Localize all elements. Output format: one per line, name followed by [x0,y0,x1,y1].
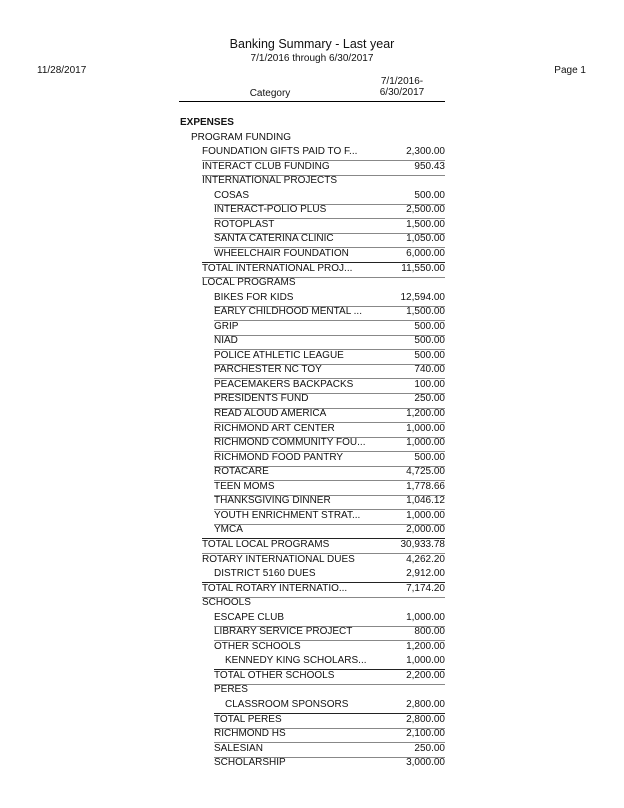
row-label: EARLY CHILDHOOD MENTAL ... [214,306,362,318]
period-header-line2: 6/30/2017 [379,87,425,98]
row-label: PROGRAM FUNDING [191,131,291,143]
row-label: LIBRARY SERVICE PROJECT [214,626,353,638]
row-amount: 2,800.00 [406,699,445,710]
row-separator [214,233,445,234]
row-label: NIAD [214,335,238,347]
total-row [202,582,445,597]
row-amount: 1,000.00 [406,611,445,623]
row-separator [214,335,445,336]
row-amount: 500.00 [414,349,445,361]
row-separator [202,597,445,598]
row-label: ROTOPLAST [214,218,275,230]
report-row [214,640,445,655]
row-amount: 1,500.00 [406,306,445,318]
row-label: PEACEMAKERS BACKPACKS [214,378,354,390]
row-amount: 1,500.00 [406,218,445,230]
row-amount: 500.00 [414,451,445,463]
row-amount: 1,000.00 [406,422,445,434]
row-amount: 2,300.00 [406,146,445,158]
row-separator [214,364,445,365]
row-label: TOTAL LOCAL PROGRAMS [202,538,330,550]
row-separator [214,247,445,248]
category-column-header: Category [249,88,291,99]
period-header-line1: 7/1/2016- [380,76,424,87]
report-row [214,756,445,771]
row-amount: 500.00 [414,335,445,347]
row-separator [214,495,445,496]
row-label: PARCHESTER NC TOY [214,364,322,376]
row-label: YOUTH ENRICHMENT STRAT... [214,509,361,521]
row-amount: 100.00 [414,378,445,390]
row-separator [214,480,445,481]
row-amount: 11,550.00 [401,262,445,274]
row-separator [214,306,445,307]
report-row [214,509,445,524]
row-separator [202,175,445,176]
report-row [214,232,445,247]
report-row [214,422,445,437]
row-separator [214,349,445,350]
report-row [214,465,445,480]
row-separator [214,640,445,641]
row-amount: 250.00 [414,393,445,405]
row-label: LOCAL PROGRAMS [202,277,296,289]
row-amount: 2,100.00 [406,728,445,740]
row-label: INTERACT CLUB FUNDING [202,160,330,172]
report-row [214,742,445,757]
report-row [214,378,445,393]
report-row [214,494,445,509]
report-row [214,727,445,742]
report-row [214,523,445,538]
report-row [202,174,445,189]
row-label: SCHOLARSHIP [214,757,286,769]
row-amount: 3,000.00 [406,757,445,769]
row-label: ROTARY INTERNATIONAL DUES [202,553,355,565]
row-separator [202,277,445,278]
report-row [191,131,445,146]
row-amount: 12,594.00 [400,291,445,303]
total-rule [214,713,445,714]
row-amount: 2,500.00 [406,204,445,216]
total-row [202,538,445,553]
row-label: PRESIDENTS FUND [214,393,309,405]
row-separator [214,524,445,525]
report-row [214,334,445,349]
report-row [214,203,445,218]
report-row [202,145,445,160]
row-label: RICHMOND HS [214,728,286,740]
row-amount: 1,046.12 [406,495,445,507]
report-row [214,291,445,306]
row-separator [214,509,445,510]
report-row [214,436,445,451]
row-amount: 1,200.00 [406,640,445,652]
row-amount: 2,800.00 [406,713,445,725]
row-amount: 740.00 [414,364,445,376]
report-row [180,116,445,131]
row-label: RICHMOND COMMUNITY FOU... [214,437,366,449]
header-rule [179,101,445,102]
report-row [214,611,445,626]
row-amount: 7,174.20 [406,582,445,594]
row-separator [214,408,445,409]
row-amount: 1,050.00 [406,233,445,245]
report-row [214,480,445,495]
row-amount: 6,000.00 [406,247,445,259]
report-row [214,683,445,698]
report-row [202,276,445,291]
row-amount: 500.00 [414,189,445,201]
page-number: Page 1 [554,65,586,76]
report-row [214,320,445,335]
report-row [214,218,445,233]
total-rule [202,262,445,263]
report-row [214,625,445,640]
report-row [202,596,445,611]
row-label: EXPENSES [180,117,234,128]
period-column-header [360,76,444,98]
report-title: Banking Summary - Last year [229,37,395,51]
report-row [214,349,445,364]
total-rule [214,669,445,670]
report-row [225,698,445,713]
row-label: INTERNATIONAL PROJECTS [202,175,338,187]
report-row [214,305,445,320]
row-amount: 1,000.00 [406,437,445,449]
row-amount: 950.43 [414,160,445,172]
row-separator [214,466,445,467]
row-label: RICHMOND ART CENTER [214,422,335,434]
row-label: RICHMOND FOOD PANTRY [214,451,344,463]
row-separator [214,422,445,423]
row-amount: 30,933.78 [400,538,445,550]
row-label: ESCAPE CLUB [214,611,285,623]
row-amount: 500.00 [414,320,445,332]
row-separator [214,451,445,452]
row-label: THANKSGIVING DINNER [214,495,331,507]
row-label: KENNEDY KING SCHOLARS... [225,655,367,667]
report-row [202,160,445,175]
row-separator [214,742,445,743]
row-separator [202,160,445,161]
row-label: PERES [214,684,248,696]
row-label: TOTAL ROTARY INTERNATIO... [202,582,348,594]
row-amount: 4,262.20 [406,553,445,565]
row-amount: 2,200.00 [406,669,445,681]
row-label: SALESIAN [214,742,263,754]
report-row [214,189,445,204]
row-amount: 2,912.00 [406,568,445,580]
total-row [214,713,445,728]
row-label: CLASSROOM SPONSORS [225,699,349,710]
row-label: SANTA CATERINA CLINIC [214,233,334,245]
row-separator [214,728,445,729]
row-label: TOTAL PERES [214,713,282,725]
row-label: POLICE ATHLETIC LEAGUE [214,349,344,361]
row-amount: 1,000.00 [406,655,445,667]
row-separator [214,626,445,627]
report-row [214,407,445,422]
row-label: GRIP [214,320,239,332]
print-date: 11/28/2017 [37,65,87,76]
total-row [214,669,445,684]
row-label: BIKES FOR KIDS [214,291,294,303]
report-date-range: 7/1/2016 through 6/30/2017 [250,53,374,64]
row-separator [202,553,445,554]
row-separator [214,757,445,758]
total-rule [202,538,445,539]
row-separator [214,393,445,394]
report-row [214,363,445,378]
report-row [214,247,445,262]
row-amount: 2,000.00 [406,524,445,536]
row-amount: 4,725.00 [406,466,445,478]
row-separator [214,378,445,379]
row-label: TOTAL OTHER SCHOOLS [214,669,335,681]
row-amount: 1,200.00 [406,408,445,419]
row-label: ROTACARE [214,466,269,478]
row-separator [214,684,445,685]
row-label: READ ALOUD AMERICA [214,408,327,419]
row-label: YMCA [214,524,243,536]
row-separator [214,320,445,321]
report-row [225,654,445,669]
row-label: COSAS [214,189,250,201]
row-label: INTERACT-POLIO PLUS [214,204,327,216]
report-row [214,392,445,407]
row-separator [214,437,445,438]
total-row [202,262,445,277]
row-label: SCHOOLS [202,597,251,609]
row-label: TEEN MOMS [214,480,275,492]
row-amount: 800.00 [414,626,445,638]
row-label: FOUNDATION GIFTS PAID TO F... [202,146,358,158]
row-amount: 1,778.66 [406,480,445,492]
row-separator [214,218,445,219]
row-label: WHEELCHAIR FOUNDATION [214,247,349,259]
total-rule [202,582,445,583]
row-label: TOTAL INTERNATIONAL PROJ... [202,262,353,274]
report-row [214,451,445,466]
row-amount: 250.00 [414,742,445,754]
report-row [214,567,445,582]
row-label: DISTRICT 5160 DUES [214,568,316,580]
row-label: OTHER SCHOOLS [214,640,301,652]
report-row [202,553,445,568]
row-amount: 1,000.00 [406,509,445,521]
row-separator [214,204,445,205]
